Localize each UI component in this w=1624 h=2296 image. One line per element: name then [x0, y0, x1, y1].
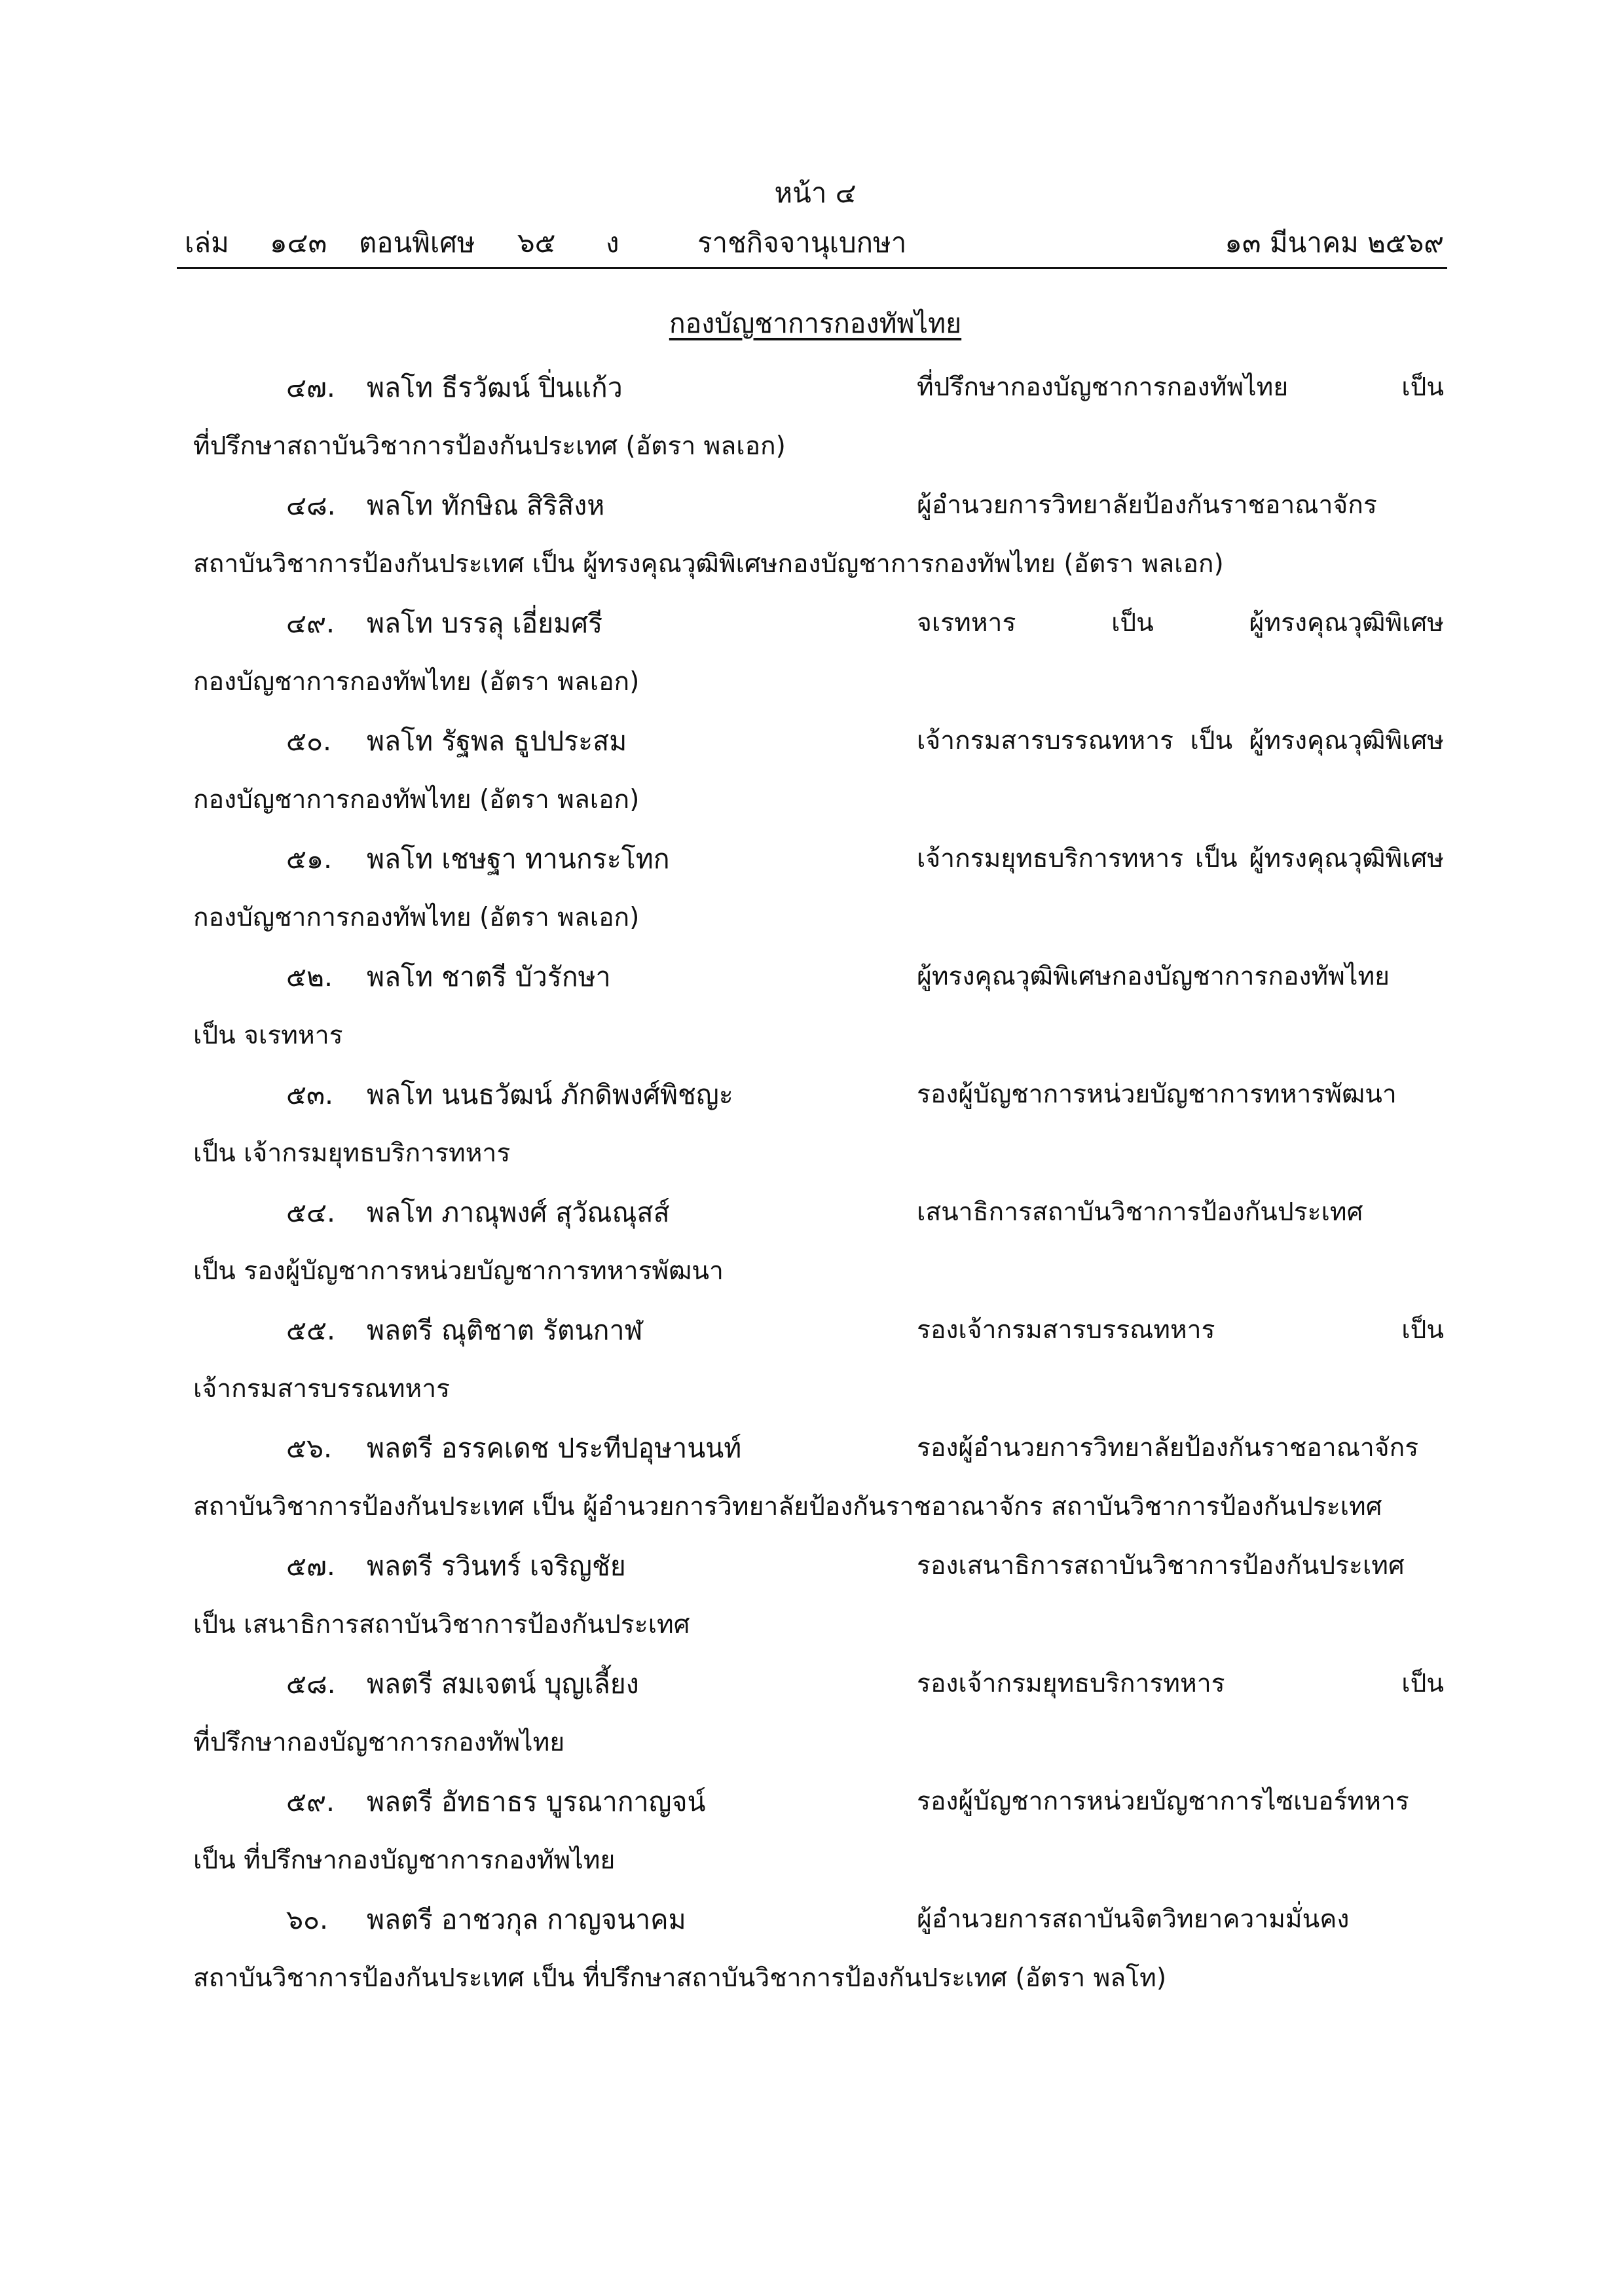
new-position: เป็น เสนาธิการสถาบันวิชาการป้องกันประเทศ — [193, 1610, 690, 1639]
appointment-entry — [0, 1545, 1624, 1663]
appointment-entry — [0, 1663, 1624, 1781]
section-label: ตอนพิเศษ — [359, 227, 475, 259]
entry-number: ๖๐. — [286, 1904, 329, 1935]
appointment-entry — [0, 1074, 1624, 1192]
appointment-entry — [0, 1192, 1624, 1309]
entry-number: ๕๑. — [286, 843, 333, 875]
new-position: กองบัญชาการกองทัพไทย (อัตรา พลเอก) — [193, 785, 640, 814]
officer-name: พลตรี อัทธาธร บูรณากาญจน์ — [367, 1786, 706, 1817]
officer-name: พลตรี รวินทร์ เจริญชัย — [367, 1550, 626, 1582]
current-position: จเรทหาร เป็น ผู้ทรงคุณวุฒิพิเศษ — [917, 608, 1444, 638]
appointment-entry — [0, 367, 1624, 484]
new-position: สถาบันวิชาการป้องกันประเทศ เป็น ผู้ทรงคุณวุฒิพิเศษกองบัญชาการกองทัพไทย (อัตรา พลเอก) — [193, 549, 1224, 579]
current-position: เจ้ากรมยุทธบริการทหาร เป็น ผู้ทรงคุณวุฒิพิเศษ — [917, 844, 1444, 873]
appointment-entry — [0, 838, 1624, 956]
section-title: กองบัญชาการกองทัพไทย — [669, 308, 962, 339]
officer-name: พลโท ชาตรี บัวรักษา — [367, 961, 611, 993]
current-position: ผู้ทรงคุณวุฒิพิเศษกองบัญชาการกองทัพไทย — [917, 962, 1390, 991]
section-number: ๖๕ — [517, 227, 556, 259]
new-position: กองบัญชาการกองทัพไทย (อัตรา พลเอก) — [193, 667, 640, 697]
volume-label: เล่ม — [185, 227, 229, 259]
officer-name: พลโท ทักษิณ สิริสิงห — [367, 490, 605, 521]
header-divider — [177, 267, 1447, 269]
officer-name: พลตรี ณุติชาต รัตนกาฬ — [367, 1315, 643, 1346]
appointment-entry — [0, 602, 1624, 720]
appointment-entry — [0, 1427, 1624, 1545]
entry-number: ๕๓. — [286, 1079, 334, 1110]
current-position: ผู้อำนวยการสถาบันจิตวิทยาความมั่นคง — [917, 1904, 1350, 1934]
entry-number: ๔๘. — [286, 490, 336, 521]
new-position: เป็น รองผู้บัญชาการหน่วยบัญชาการทหารพัฒนา — [193, 1256, 724, 1286]
appointment-entry — [0, 1899, 1624, 2016]
new-position: เป็น จเรทหาร — [193, 1021, 343, 1050]
entry-number: ๕๖. — [286, 1432, 333, 1464]
new-position: กองบัญชาการกองทัพไทย (อัตรา พลเอก) — [193, 903, 640, 932]
entry-number: ๕๔. — [286, 1197, 336, 1228]
officer-name: พลตรี อรรคเดช ประทีปอุษานนท์ — [367, 1432, 742, 1464]
current-position: รองผู้บัญชาการหน่วยบัญชาการไซเบอร์ทหาร — [917, 1787, 1409, 1816]
new-position: สถาบันวิชาการป้องกันประเทศ เป็น ที่ปรึกษาสถาบันวิชาการป้องกันประเทศ (อัตรา พลโท) — [193, 1963, 1167, 1993]
new-position: ที่ปรึกษากองบัญชาการกองทัพไทย — [193, 1728, 565, 1757]
entry-number: ๕๘. — [286, 1668, 336, 1700]
current-position: เสนาธิการสถาบันวิชาการป้องกันประเทศ — [917, 1197, 1363, 1227]
current-position: ผู้อำนวยการวิทยาลัยป้องกันราชอาณาจักร — [917, 490, 1377, 520]
officer-name: พลโท ธีรวัฒน์ ปิ่นแก้ว — [367, 372, 623, 403]
page-number: หน้า ๔ — [774, 177, 857, 209]
appointment-entry — [0, 720, 1624, 838]
new-position: เป็น ที่ปรึกษากองบัญชาการกองทัพไทย — [193, 1846, 616, 1875]
volume-number: ๑๔๓ — [270, 227, 327, 259]
entry-number: ๕๕. — [286, 1315, 336, 1346]
appointment-entry — [0, 1781, 1624, 1899]
entry-number: ๔๙. — [286, 608, 335, 639]
current-position: รองเจ้ากรมยุทธบริการทหาร เป็น — [917, 1669, 1444, 1698]
appointment-entry — [0, 484, 1624, 602]
officer-name: พลโท บรรลุ เอี่ยมศรี — [367, 608, 603, 639]
entry-number: ๕๒. — [286, 961, 333, 993]
new-position: สถาบันวิชาการป้องกันประเทศ เป็น ผู้อำนวยการวิทยาลัยป้องกันราชอาณาจักร สถาบันวิชาการป้องกันประเทศ — [193, 1492, 1382, 1522]
officer-name: พลโท เชษฐา ทานกระโทก — [367, 843, 670, 875]
officer-name: พลโท ภาณุพงศ์ สุวัณณุสส์ — [367, 1197, 670, 1228]
current-position: รองผู้บัญชาการหน่วยบัญชาการทหารพัฒนา — [917, 1080, 1397, 1109]
new-position: เจ้ากรมสารบรรณทหาร — [193, 1374, 451, 1404]
appointment-entry — [0, 1309, 1624, 1427]
category: ง — [606, 227, 619, 259]
current-position: รองเจ้ากรมสารบรรณทหาร เป็น — [917, 1315, 1444, 1345]
current-position: รองเสนาธิการสถาบันวิชาการป้องกันประเทศ — [917, 1551, 1405, 1580]
current-position: ที่ปรึกษากองบัญชาการกองทัพไทย เป็น — [917, 373, 1444, 402]
officer-name: พลโท นนธวัฒน์ ภักดิพงศ์พิชญะ — [367, 1079, 733, 1110]
appointment-entry — [0, 956, 1624, 1074]
officer-name: พลโท รัฐพล ธูปประสม — [367, 725, 627, 757]
officer-name: พลตรี อาชวกุล กาญจนาคม — [367, 1904, 686, 1935]
gazette-title: ราชกิจจานุเบกษา — [697, 227, 907, 259]
entry-number: ๕๙. — [286, 1786, 335, 1817]
issue-date: ๑๓ มีนาคม ๒๕๖๙ — [1225, 227, 1444, 259]
entry-number: ๕๐. — [286, 725, 332, 757]
current-position: รองผู้อำนวยการวิทยาลัยป้องกันราชอาณาจักร — [917, 1433, 1419, 1463]
new-position: เป็น เจ้ากรมยุทธบริการทหาร — [193, 1139, 511, 1168]
officer-name: พลตรี สมเจตน์ บุญเลี้ยง — [367, 1668, 639, 1700]
entry-number: ๕๗. — [286, 1550, 335, 1582]
entry-number: ๔๗. — [286, 372, 335, 403]
new-position: ที่ปรึกษาสถาบันวิชาการป้องกันประเทศ (อัตรา พลเอก) — [193, 431, 786, 461]
current-position: เจ้ากรมสารบรรณทหาร เป็น ผู้ทรงคุณวุฒิพิเศษ — [917, 726, 1444, 756]
